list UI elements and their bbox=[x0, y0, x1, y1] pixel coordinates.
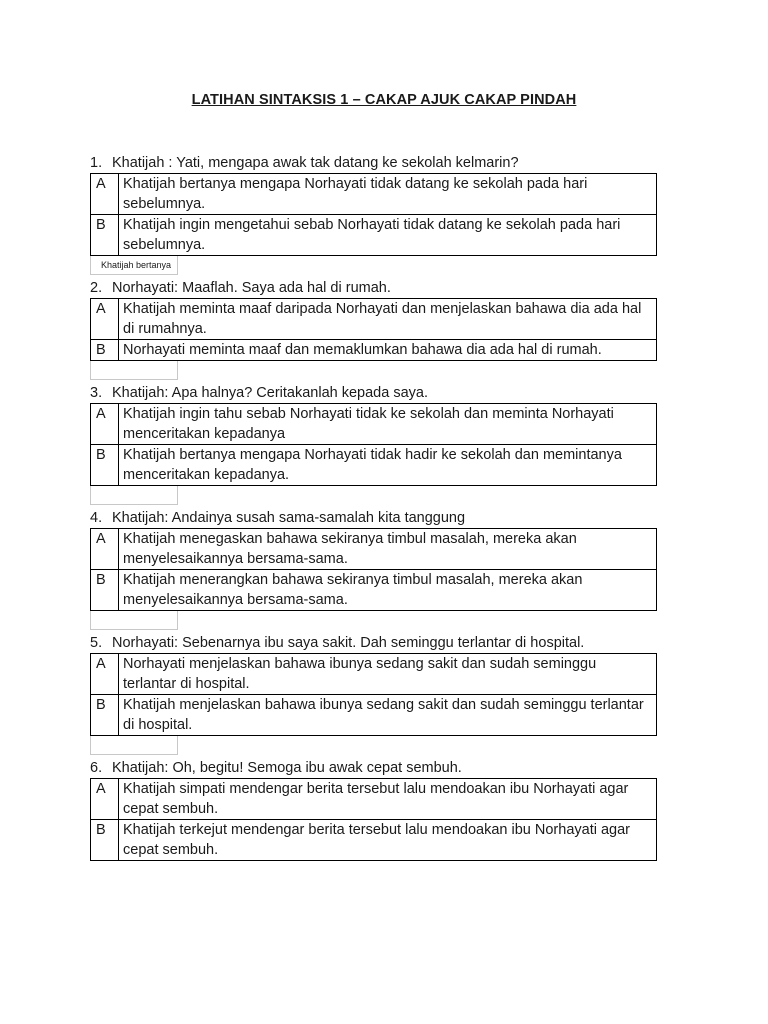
option-letter: A bbox=[91, 654, 119, 695]
option-letter: B bbox=[91, 340, 119, 361]
question-stem bbox=[90, 279, 657, 298]
option-text: Khatijah bertanya mengapa Norhayati tidak hadir ke sekolah dan memintanya menceritakan kepadanya. bbox=[119, 445, 657, 486]
option-letter: A bbox=[91, 404, 119, 445]
answer-field[interactable] bbox=[90, 611, 178, 630]
option-b[interactable] bbox=[91, 340, 657, 361]
option-text: Khatijah terkejut mendengar berita tersebut lalu mendoakan ibu Norhayati agar cepat sembuh. bbox=[119, 820, 657, 861]
options-table bbox=[90, 528, 657, 611]
option-text: Khatijah bertanya mengapa Norhayati tidak datang ke sekolah pada hari sebelumnya. bbox=[119, 174, 657, 215]
page-title: LATIHAN SINTAKSIS 1 – CAKAP AJUK CAKAP PINDAH bbox=[191, 92, 577, 108]
option-text: Khatijah menegaskan bahawa sekiranya timbul masalah, mereka akan menyelesaikannya bersama-sama. bbox=[119, 529, 657, 570]
option-b[interactable] bbox=[91, 695, 657, 736]
option-text: Khatijah ingin tahu sebab Norhayati tidak ke sekolah dan meminta Norhayati menceritakan kepadanya bbox=[119, 404, 657, 445]
option-a[interactable] bbox=[91, 174, 657, 215]
question-4 bbox=[90, 509, 657, 630]
option-letter: B bbox=[91, 570, 119, 611]
option-letter: B bbox=[91, 820, 119, 861]
option-b[interactable] bbox=[91, 820, 657, 861]
question-text: Khatijah : Yati, mengapa awak tak datang ke sekolah kelmarin? bbox=[112, 155, 519, 171]
question-number: 3. bbox=[90, 385, 103, 401]
answer-field[interactable] bbox=[90, 361, 178, 380]
question-text: Norhayati: Maaflah. Saya ada hal di rumah. bbox=[112, 280, 391, 296]
question-number: 4. bbox=[90, 510, 103, 526]
option-text: Khatijah menjelaskan bahawa ibunya sedang sakit dan sudah seminggu terlantar di hospital. bbox=[119, 695, 657, 736]
option-a[interactable] bbox=[91, 529, 657, 570]
option-text: Khatijah menerangkan bahawa sekiranya timbul masalah, mereka akan menyelesaikannya bersama-sama. bbox=[119, 570, 657, 611]
question-number: 6. bbox=[90, 760, 103, 776]
question-stem bbox=[90, 384, 657, 403]
option-text: Khatijah meminta maaf daripada Norhayati dan menjelaskan bahawa dia ada hal di rumahnya. bbox=[119, 299, 657, 340]
option-a[interactable] bbox=[91, 404, 657, 445]
option-b[interactable] bbox=[91, 570, 657, 611]
question-text: Khatijah: Apa halnya? Ceritakanlah kepada saya. bbox=[112, 385, 428, 401]
question-number: 2. bbox=[90, 280, 103, 296]
question-5 bbox=[90, 634, 657, 755]
question-stem bbox=[90, 154, 657, 173]
question-stem bbox=[90, 759, 657, 778]
options-table bbox=[90, 298, 657, 361]
answer-field[interactable] bbox=[90, 486, 178, 505]
question-text: Khatijah: Oh, begitu! Semoga ibu awak cepat sembuh. bbox=[112, 760, 462, 776]
question-number: 5. bbox=[90, 635, 103, 651]
option-a[interactable] bbox=[91, 654, 657, 695]
option-letter: A bbox=[91, 299, 119, 340]
option-text: Norhayati meminta maaf dan memaklumkan bahawa dia ada hal di rumah. bbox=[119, 340, 657, 361]
option-text: Norhayati menjelaskan bahawa ibunya sedang sakit dan sudah seminggu terlantar di hospital. bbox=[119, 654, 657, 695]
option-letter: B bbox=[91, 445, 119, 486]
answer-field[interactable] bbox=[90, 736, 178, 755]
option-a[interactable] bbox=[91, 779, 657, 820]
option-text: Khatijah simpati mendengar berita tersebut lalu mendoakan ibu Norhayati agar cepat sembuh. bbox=[119, 779, 657, 820]
option-text: Khatijah ingin mengetahui sebab Norhayati tidak datang ke sekolah pada hari sebelumnya. bbox=[119, 215, 657, 256]
option-letter: B bbox=[91, 215, 119, 256]
option-letter: A bbox=[91, 779, 119, 820]
question-3 bbox=[90, 384, 657, 505]
option-letter: A bbox=[91, 529, 119, 570]
options-table bbox=[90, 778, 657, 861]
option-b[interactable] bbox=[91, 215, 657, 256]
option-b[interactable] bbox=[91, 445, 657, 486]
question-2 bbox=[90, 279, 657, 380]
question-1 bbox=[90, 154, 657, 275]
options-table bbox=[90, 403, 657, 486]
question-6 bbox=[90, 759, 657, 861]
options-table bbox=[90, 653, 657, 736]
question-number: 1. bbox=[90, 155, 103, 171]
question-text: Norhayati: Sebenarnya ibu saya sakit. Dah seminggu terlantar di hospital. bbox=[112, 635, 585, 651]
question-stem bbox=[90, 634, 657, 653]
option-a[interactable] bbox=[91, 299, 657, 340]
answer-field[interactable]: Khatijah bertanya bbox=[90, 256, 178, 275]
option-letter: A bbox=[91, 174, 119, 215]
option-letter: B bbox=[91, 695, 119, 736]
options-table bbox=[90, 173, 657, 256]
question-text: Khatijah: Andainya susah sama-samalah kita tanggung bbox=[112, 510, 466, 526]
question-stem bbox=[90, 509, 657, 528]
